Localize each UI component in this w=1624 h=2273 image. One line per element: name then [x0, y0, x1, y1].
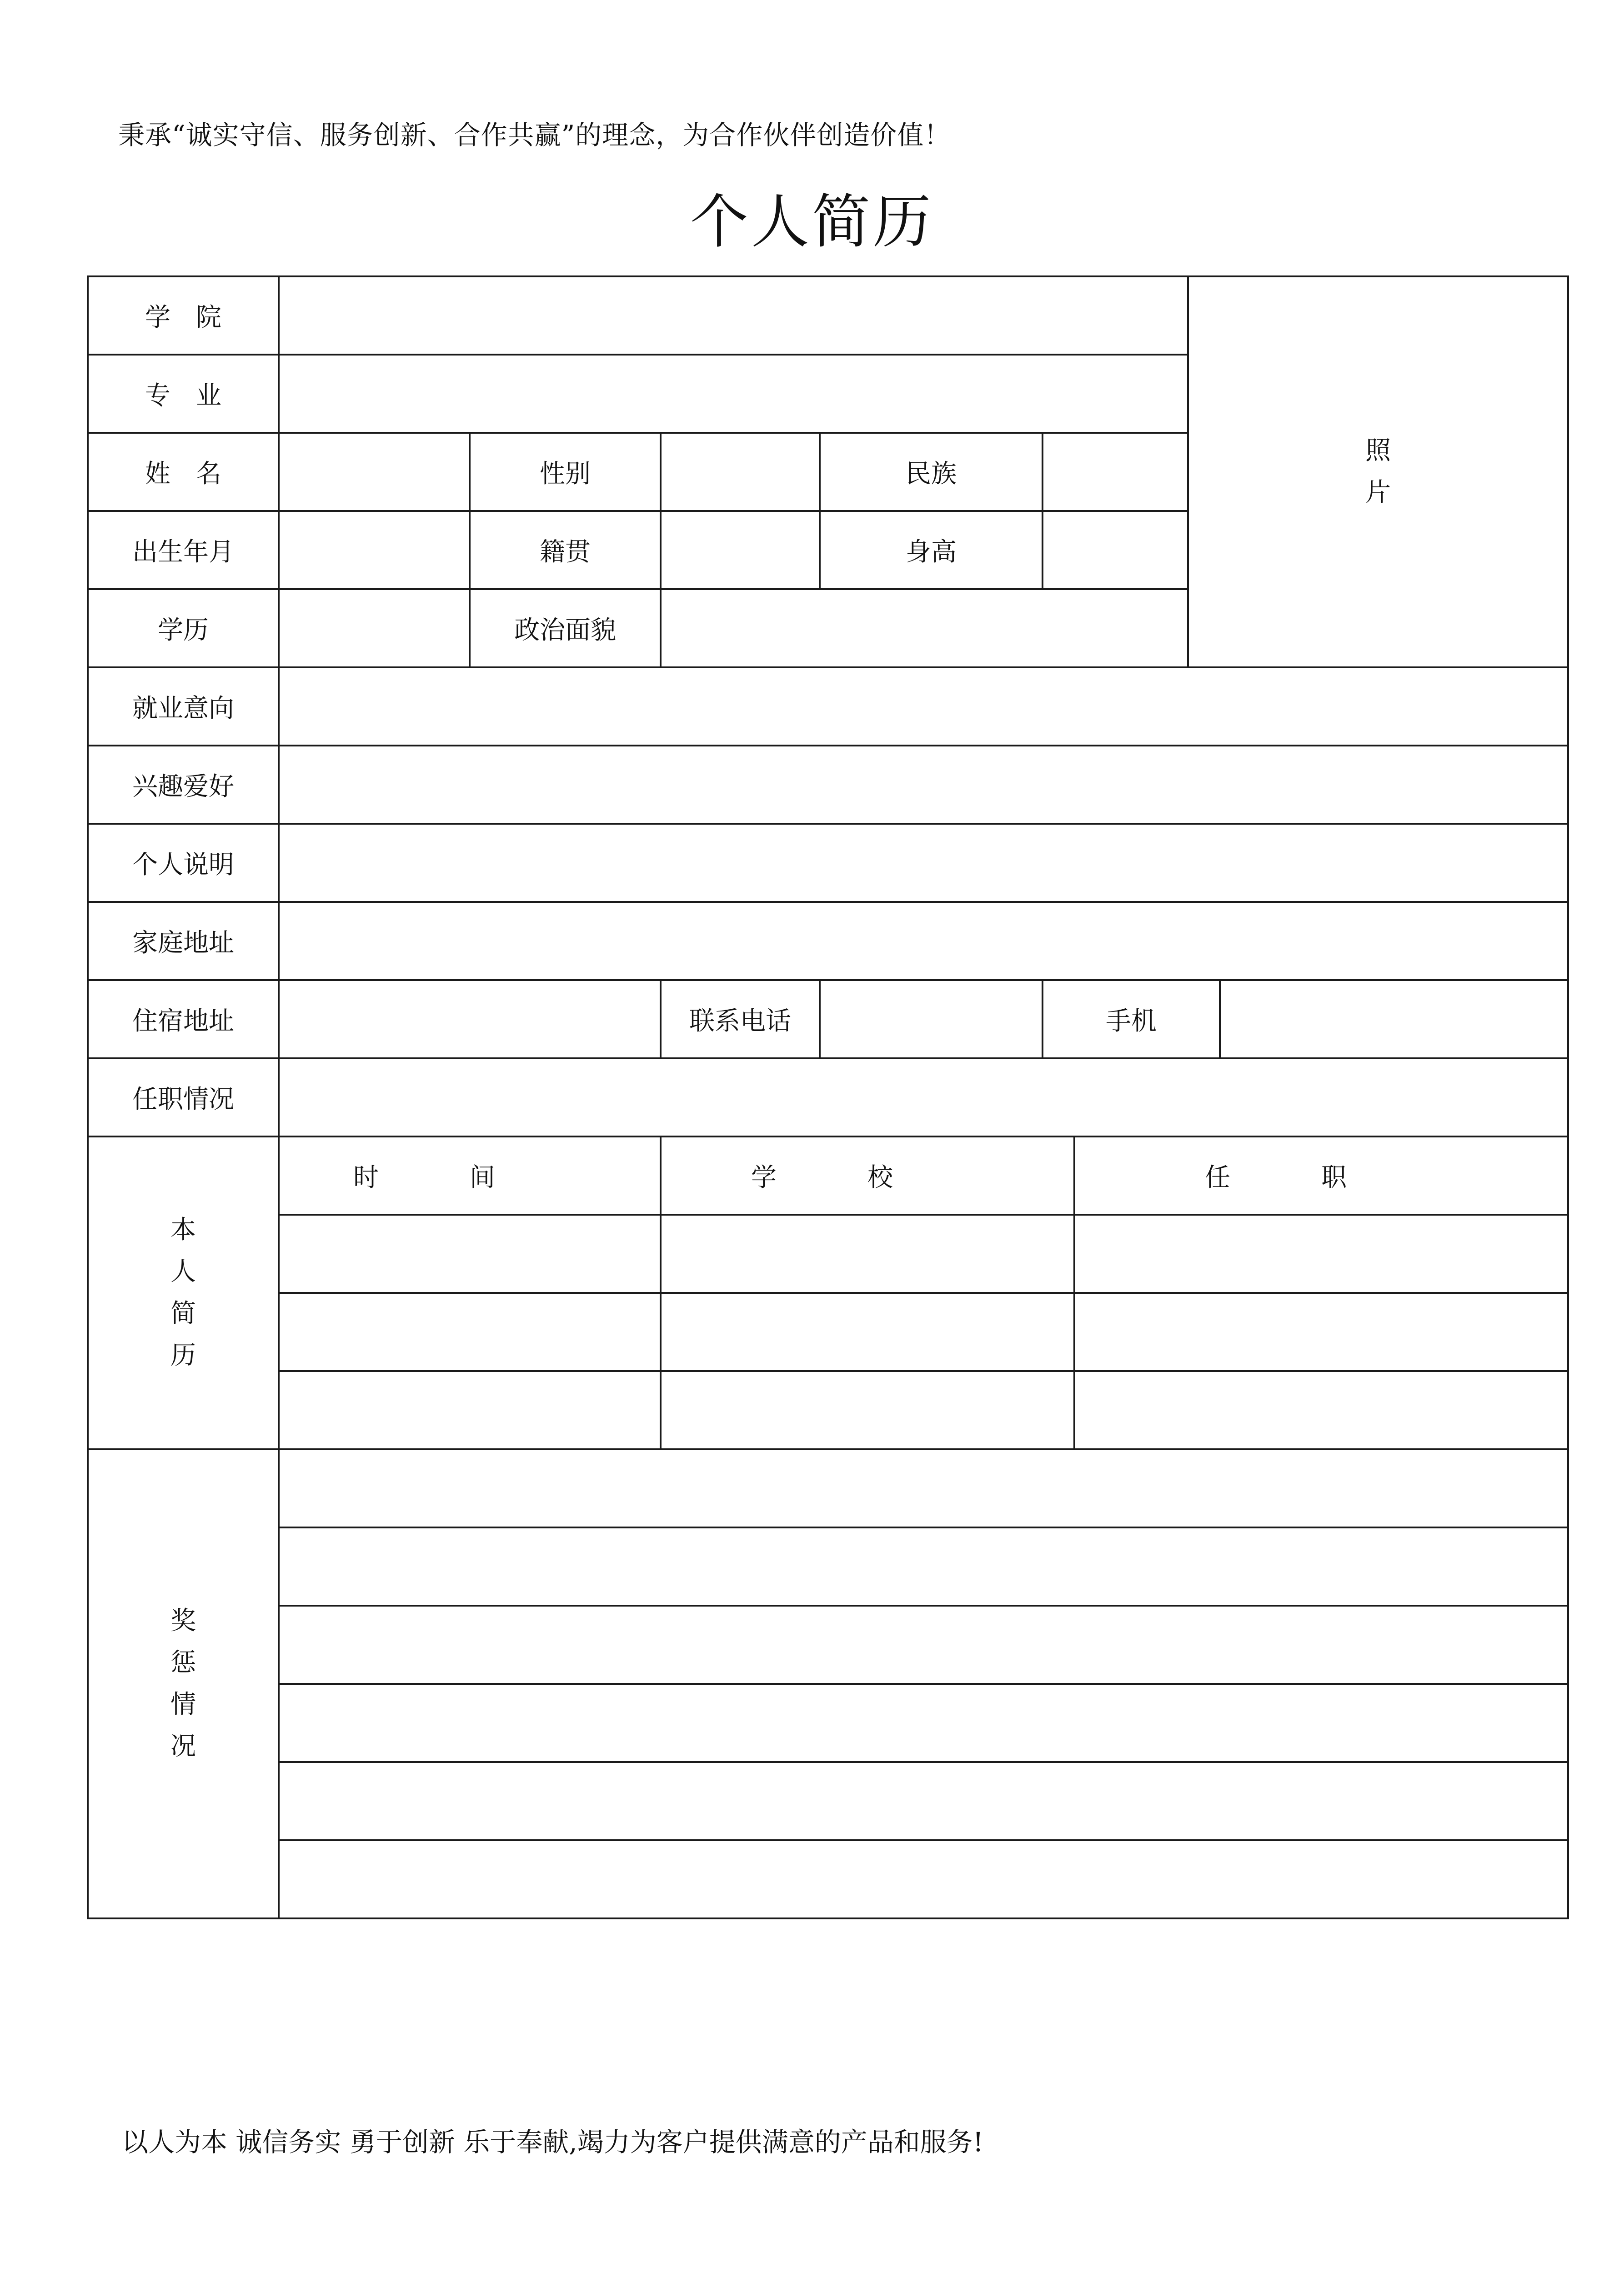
label-name: 姓 名 [88, 433, 279, 511]
row-career-intention [88, 667, 1568, 746]
awards-row [88, 1606, 1568, 1684]
resume-position-field[interactable] [1074, 1371, 1568, 1449]
label-resume-section: 本人简历 [88, 1136, 279, 1449]
resume-position-field[interactable] [1074, 1293, 1568, 1371]
row-personal-statement [88, 824, 1568, 902]
awards-row [88, 1449, 1568, 1527]
field-birth[interactable] [279, 511, 470, 589]
field-gender[interactable] [661, 433, 820, 511]
resume-col-school: 学校 [661, 1136, 1074, 1215]
field-education[interactable] [279, 589, 470, 667]
awards-field[interactable] [279, 1762, 1568, 1840]
resume-entry-row [88, 1215, 1568, 1293]
label-home-address: 家庭地址 [88, 902, 279, 980]
field-home-address[interactable] [279, 902, 1568, 980]
field-career-intention[interactable] [279, 667, 1568, 746]
label-positions-held: 任职情况 [88, 1058, 279, 1136]
row-dorm-address [88, 980, 1568, 1058]
field-college[interactable] [279, 276, 1188, 355]
awards-field[interactable] [279, 1684, 1568, 1762]
awards-field[interactable] [279, 1606, 1568, 1684]
resume-time-field[interactable] [279, 1371, 661, 1449]
resume-school-field[interactable] [661, 1293, 1074, 1371]
resume-form-table [87, 275, 1569, 1919]
label-political-status: 政治面貌 [470, 589, 661, 667]
field-height[interactable] [1043, 511, 1188, 589]
label-education: 学历 [88, 589, 279, 667]
field-political-status[interactable] [661, 589, 1188, 667]
label-mobile: 手机 [1043, 980, 1220, 1058]
field-native-place[interactable] [661, 511, 820, 589]
field-dorm-address[interactable] [279, 980, 661, 1058]
awards-row [88, 1840, 1568, 1918]
field-mobile[interactable] [1220, 980, 1568, 1058]
row-hobbies [88, 746, 1568, 824]
field-hobbies[interactable] [279, 746, 1568, 824]
row-home-address [88, 902, 1568, 980]
label-personal-statement: 个人说明 [88, 824, 279, 902]
label-awards-section: 奖惩情况 [88, 1449, 279, 1918]
label-native-place: 籍贯 [470, 511, 661, 589]
resume-col-position: 任职 [1074, 1136, 1568, 1215]
row-college [88, 276, 1568, 355]
footer-motto: 以人为本 诚信务实 勇于创新 乐于奉献,竭力为客户提供满意的产品和服务! [122, 2127, 984, 2158]
page-title: 个人简历 [690, 188, 934, 256]
resume-position-field[interactable] [1074, 1215, 1568, 1293]
resume-entry-row [88, 1371, 1568, 1449]
label-dorm-address: 住宿地址 [88, 980, 279, 1058]
awards-row [88, 1684, 1568, 1762]
label-career-intention: 就业意向 [88, 667, 279, 746]
awards-field[interactable] [279, 1840, 1568, 1918]
awards-field[interactable] [279, 1449, 1568, 1527]
field-ethnicity[interactable] [1043, 433, 1188, 511]
resume-school-field[interactable] [661, 1371, 1074, 1449]
resume-col-time: 时间 [279, 1136, 661, 1215]
resume-time-field[interactable] [279, 1215, 661, 1293]
field-major[interactable] [279, 355, 1188, 433]
label-college: 学 院 [88, 276, 279, 355]
awards-row [88, 1762, 1568, 1840]
row-positions-held [88, 1058, 1568, 1136]
label-gender: 性别 [470, 433, 661, 511]
label-ethnicity: 民族 [820, 433, 1043, 511]
resume-time-field[interactable] [279, 1293, 661, 1371]
awards-row [88, 1527, 1568, 1606]
label-photo: 照片 [1365, 436, 1391, 507]
awards-field[interactable] [279, 1527, 1568, 1606]
field-contact-phone[interactable] [820, 980, 1043, 1058]
resume-school-field[interactable] [661, 1215, 1074, 1293]
label-height: 身高 [820, 511, 1043, 589]
label-birth: 出生年月 [88, 511, 279, 589]
label-contact-phone: 联系电话 [661, 980, 820, 1058]
field-name[interactable] [279, 433, 470, 511]
field-personal-statement[interactable] [279, 824, 1568, 902]
header-slogan: 秉承“诚实守信、服务创新、合作共赢”的理念，为合作伙伴创造价值！ [118, 120, 951, 150]
label-major: 专 业 [88, 355, 279, 433]
field-positions-held[interactable] [279, 1058, 1568, 1136]
resume-entry-row [88, 1293, 1568, 1371]
resume-header-row [88, 1136, 1568, 1215]
label-hobbies: 兴趣爱好 [88, 746, 279, 824]
photo-box [1188, 276, 1568, 667]
